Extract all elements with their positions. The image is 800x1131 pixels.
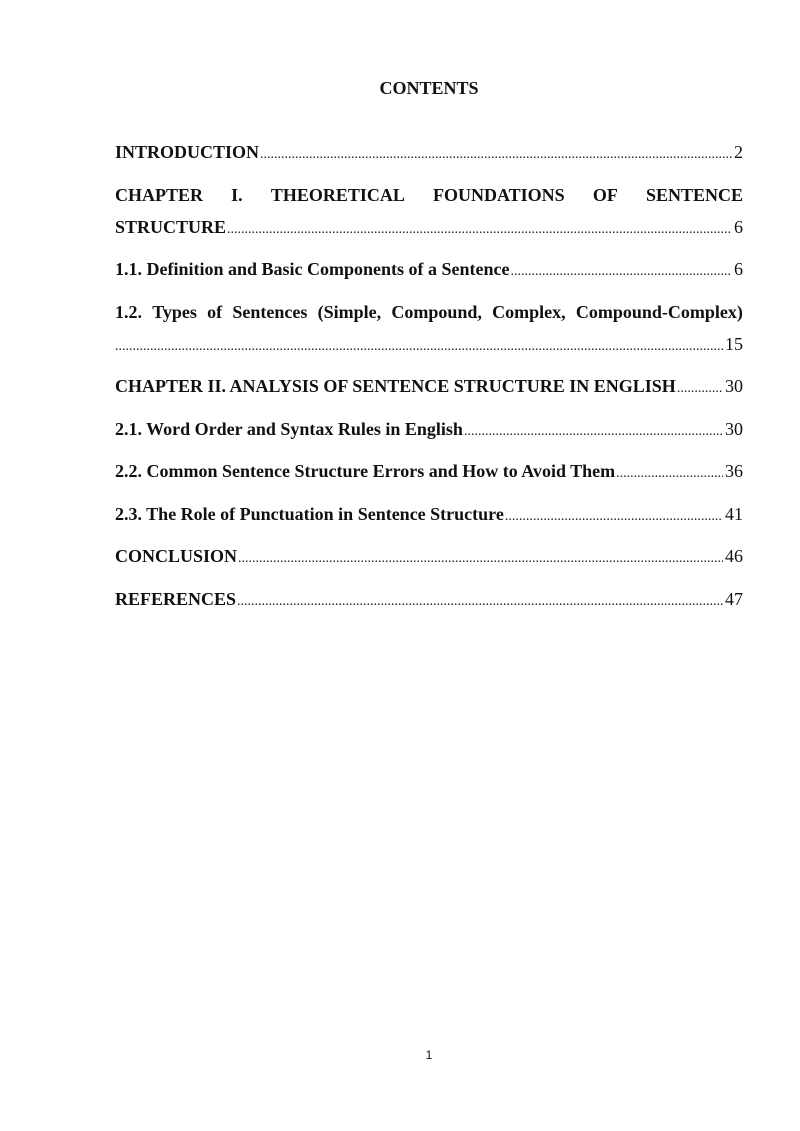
dot-leader <box>260 143 732 167</box>
toc-entry-conclusion <box>115 544 743 571</box>
toc-entry-page: 47 <box>725 588 743 609</box>
table-of-contents <box>115 140 743 629</box>
toc-entry-label-line1 <box>115 300 743 324</box>
dot-leader <box>115 335 723 359</box>
label-word: FOUNDATIONS <box>433 184 565 205</box>
label-word: SENTENCE <box>645 184 743 205</box>
dot-leader <box>464 420 723 444</box>
label-word: THEORETICAL <box>270 184 405 205</box>
toc-entry-references <box>115 587 743 614</box>
toc-entry-2-2 <box>115 459 743 486</box>
toc-entry-2-3 <box>115 502 743 529</box>
toc-entry-chapter-1 <box>115 183 743 242</box>
dot-leader <box>238 547 723 571</box>
toc-entry-page: 15 <box>725 333 743 354</box>
label-word: Sentences <box>232 301 308 322</box>
label-word: 1.2. <box>115 301 142 322</box>
label-word: of <box>207 301 223 322</box>
toc-entry-page: 30 <box>725 376 743 396</box>
toc-entry-1-1 <box>115 257 743 284</box>
toc-entry-label: 2.1. Word Order and Syntax Rules in English <box>115 418 463 439</box>
toc-entry-2-1 <box>115 417 743 444</box>
toc-entry-label: 2.3. The Role of Punctuation in Sentence Structure <box>115 503 504 524</box>
toc-entry-page: 6 <box>734 259 743 279</box>
page-title: CONTENTS <box>379 78 479 98</box>
dot-leader <box>616 462 723 486</box>
toc-entry-label: 2.2. Common Sentence Structure Errors and How to Avoid Them <box>115 461 616 481</box>
label-word: Types <box>152 301 197 322</box>
toc-entry-label: CONCLUSION <box>115 546 238 566</box>
dot-leader <box>511 260 732 284</box>
toc-entry-label: REFERENCES <box>115 588 237 609</box>
toc-entry-page: 46 <box>725 546 743 566</box>
label-word: I. <box>231 184 243 205</box>
toc-entry-label: CHAPTER II. ANALYSIS OF SENTENCE STRUCTURE IN ENGLISH <box>115 376 676 396</box>
toc-entry-chapter-2 <box>115 374 743 401</box>
toc-entry-page: 30 <box>725 418 743 439</box>
page-number: 1 <box>425 1048 433 1062</box>
label-word: Compound-Complex) <box>575 301 743 322</box>
toc-entry-page: 2 <box>734 142 743 162</box>
dot-leader <box>237 590 723 614</box>
toc-entry-page: 41 <box>725 503 743 524</box>
toc-entry-page: 6 <box>734 216 743 237</box>
dot-leader <box>677 377 723 401</box>
label-word: Complex, <box>492 301 566 322</box>
toc-entry-label: 1.1. Definition and Basic Components of a Sentence <box>115 259 510 279</box>
toc-entry-1-2 <box>115 300 743 359</box>
toc-entry-label-line2: STRUCTURE <box>115 216 227 237</box>
toc-entry-label-line1 <box>115 183 743 207</box>
label-word: OF <box>592 184 618 205</box>
label-word: CHAPTER <box>115 184 204 205</box>
dot-leader <box>505 505 723 529</box>
toc-entry-introduction <box>115 140 743 167</box>
dot-leader <box>227 218 732 242</box>
toc-entry-page: 36 <box>725 461 743 481</box>
toc-entry-label: INTRODUCTION <box>115 142 260 162</box>
label-word: (Simple, <box>317 301 382 322</box>
label-word: Compound, <box>391 301 482 322</box>
